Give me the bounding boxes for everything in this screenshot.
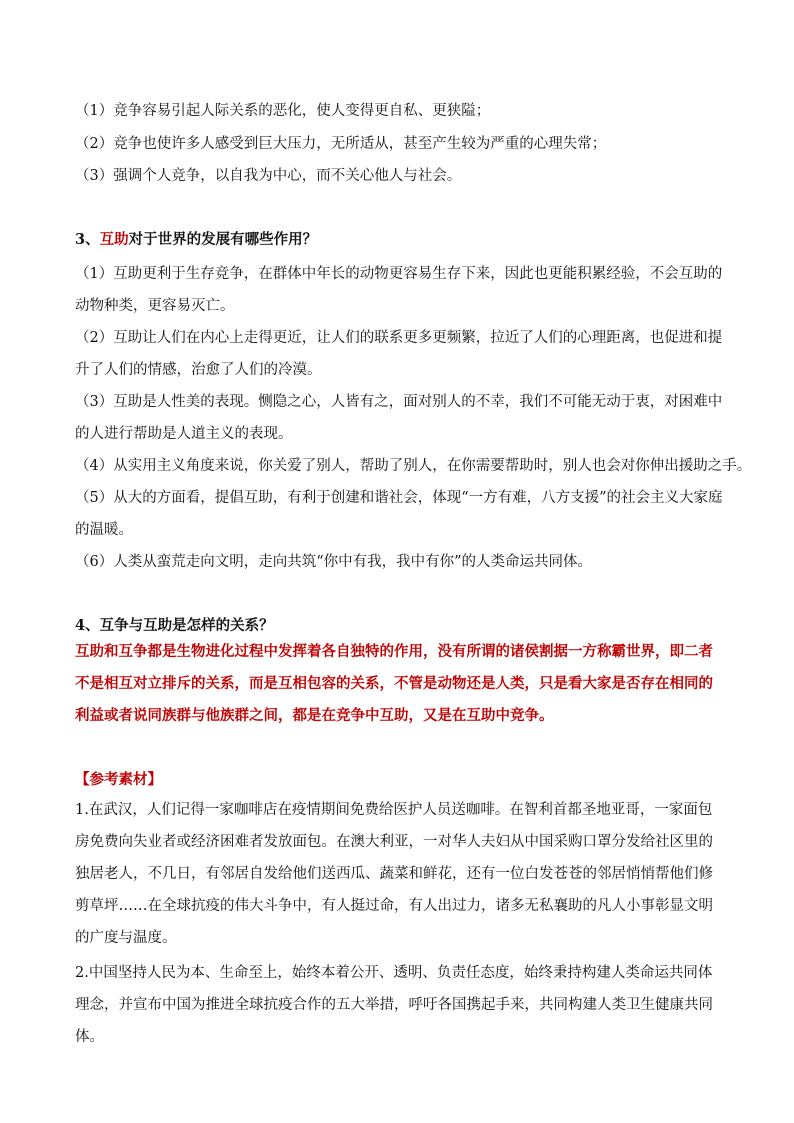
question-3-rest: 对于世界的发展有哪些作用？ bbox=[128, 231, 318, 248]
question-4-answer: 互助和互争都是生物进化过程中发挥着各自独特的作用，没有所谓的诸侯割据一方称霸世界，即二者不是相互对立排斥的关系，而是互相包容的关系，不管是动物还是人类，只是看大家是否存在相同的利益或者说同族群与他族群之间，都是在竞争中互助，又是在互助中竞争。 bbox=[75, 643, 713, 724]
mutual-aid-role-2: （2）互助让人们在内心上走得更近，让人们的联系更多更频繁，拉近了人们的心理距离，也促进和提升了人们的情感，治愈了人们的冷漠。 bbox=[75, 330, 723, 378]
competition-drawback-2: （2）竞争也使许多人感受到巨大压力，无所适从，甚至产生较为严重的心理失常； bbox=[75, 136, 607, 152]
question-3-keyword: 互助 bbox=[99, 231, 129, 248]
mutual-aid-role-6: （6）人类从蛮荒走向文明，走向共筑“你中有我，我中有你”的人类命运共同体。 bbox=[75, 554, 593, 570]
question-3-heading bbox=[75, 228, 725, 249]
reference-heading: 【参考素材】 bbox=[75, 771, 162, 788]
question-4-heading: 4、互争与互助是怎样的关系？ bbox=[75, 617, 274, 634]
mutual-aid-role-4: （4）从实用主义角度来说，你关爱了别人，帮助了别人，在你需要帮助时，别人也会对你伸出援助之手。 bbox=[75, 458, 752, 474]
reference-item-2: 2.中国坚持人民为本、生命至上，始终本着公开、透明、负责任态度，始终秉持构建人类命运共同体理念，并宣布中国为推进全球抗疫合作的五大举措，呼吁各国携起手来，共同构建人类卫生健康共同体。 bbox=[75, 965, 713, 1045]
competition-drawback-1: （1）竞争容易引起人际关系的恶化，使人变得更自私、更狭隘； bbox=[75, 103, 491, 119]
competition-drawback-3: （3）强调个人竞争，以自我为中心，而不关心他人与社会。 bbox=[75, 168, 462, 184]
reference-item-1: 1.在武汉，人们记得一家咖啡店在疫情期间免费给医护人员送咖啡。在智利首都圣地亚哥，一家面包房免费向失业者或经济困难者发放面包。在澳大利亚，一对华人夫妇从中国采购口罩分发给社区里的独居老人，不几日，有邻居自发给他们送西瓜、蔬菜和鲜花，还有一位白发苍苍的邻居悄悄帮他们修剪草坪……在全球抗疫的伟大斗争中，有人挺过命，有人出过力，诸多无私襄助的凡人小事彰显文明的广度与温度。 bbox=[75, 802, 713, 946]
mutual-aid-role-3: （3）互助是人性美的表现。恻隐之心，人皆有之，面对别人的不幸，我们不可能无动于衷，对困难中的人进行帮助是人道主义的表现。 bbox=[75, 394, 723, 442]
mutual-aid-role-1: （1）互助更利于生存竞争，在群体中年长的动物更容易生存下来，因此也更能积累经验，不会互助的动物种类，更容易灭亡。 bbox=[75, 266, 723, 314]
mutual-aid-role-5: （5）从大的方面看，提倡互助，有利于创建和谐社会，体现“一方有难，八方支援”的社会主义大家庭的温暖。 bbox=[75, 490, 723, 538]
question-3-number: 3、 bbox=[75, 231, 100, 248]
